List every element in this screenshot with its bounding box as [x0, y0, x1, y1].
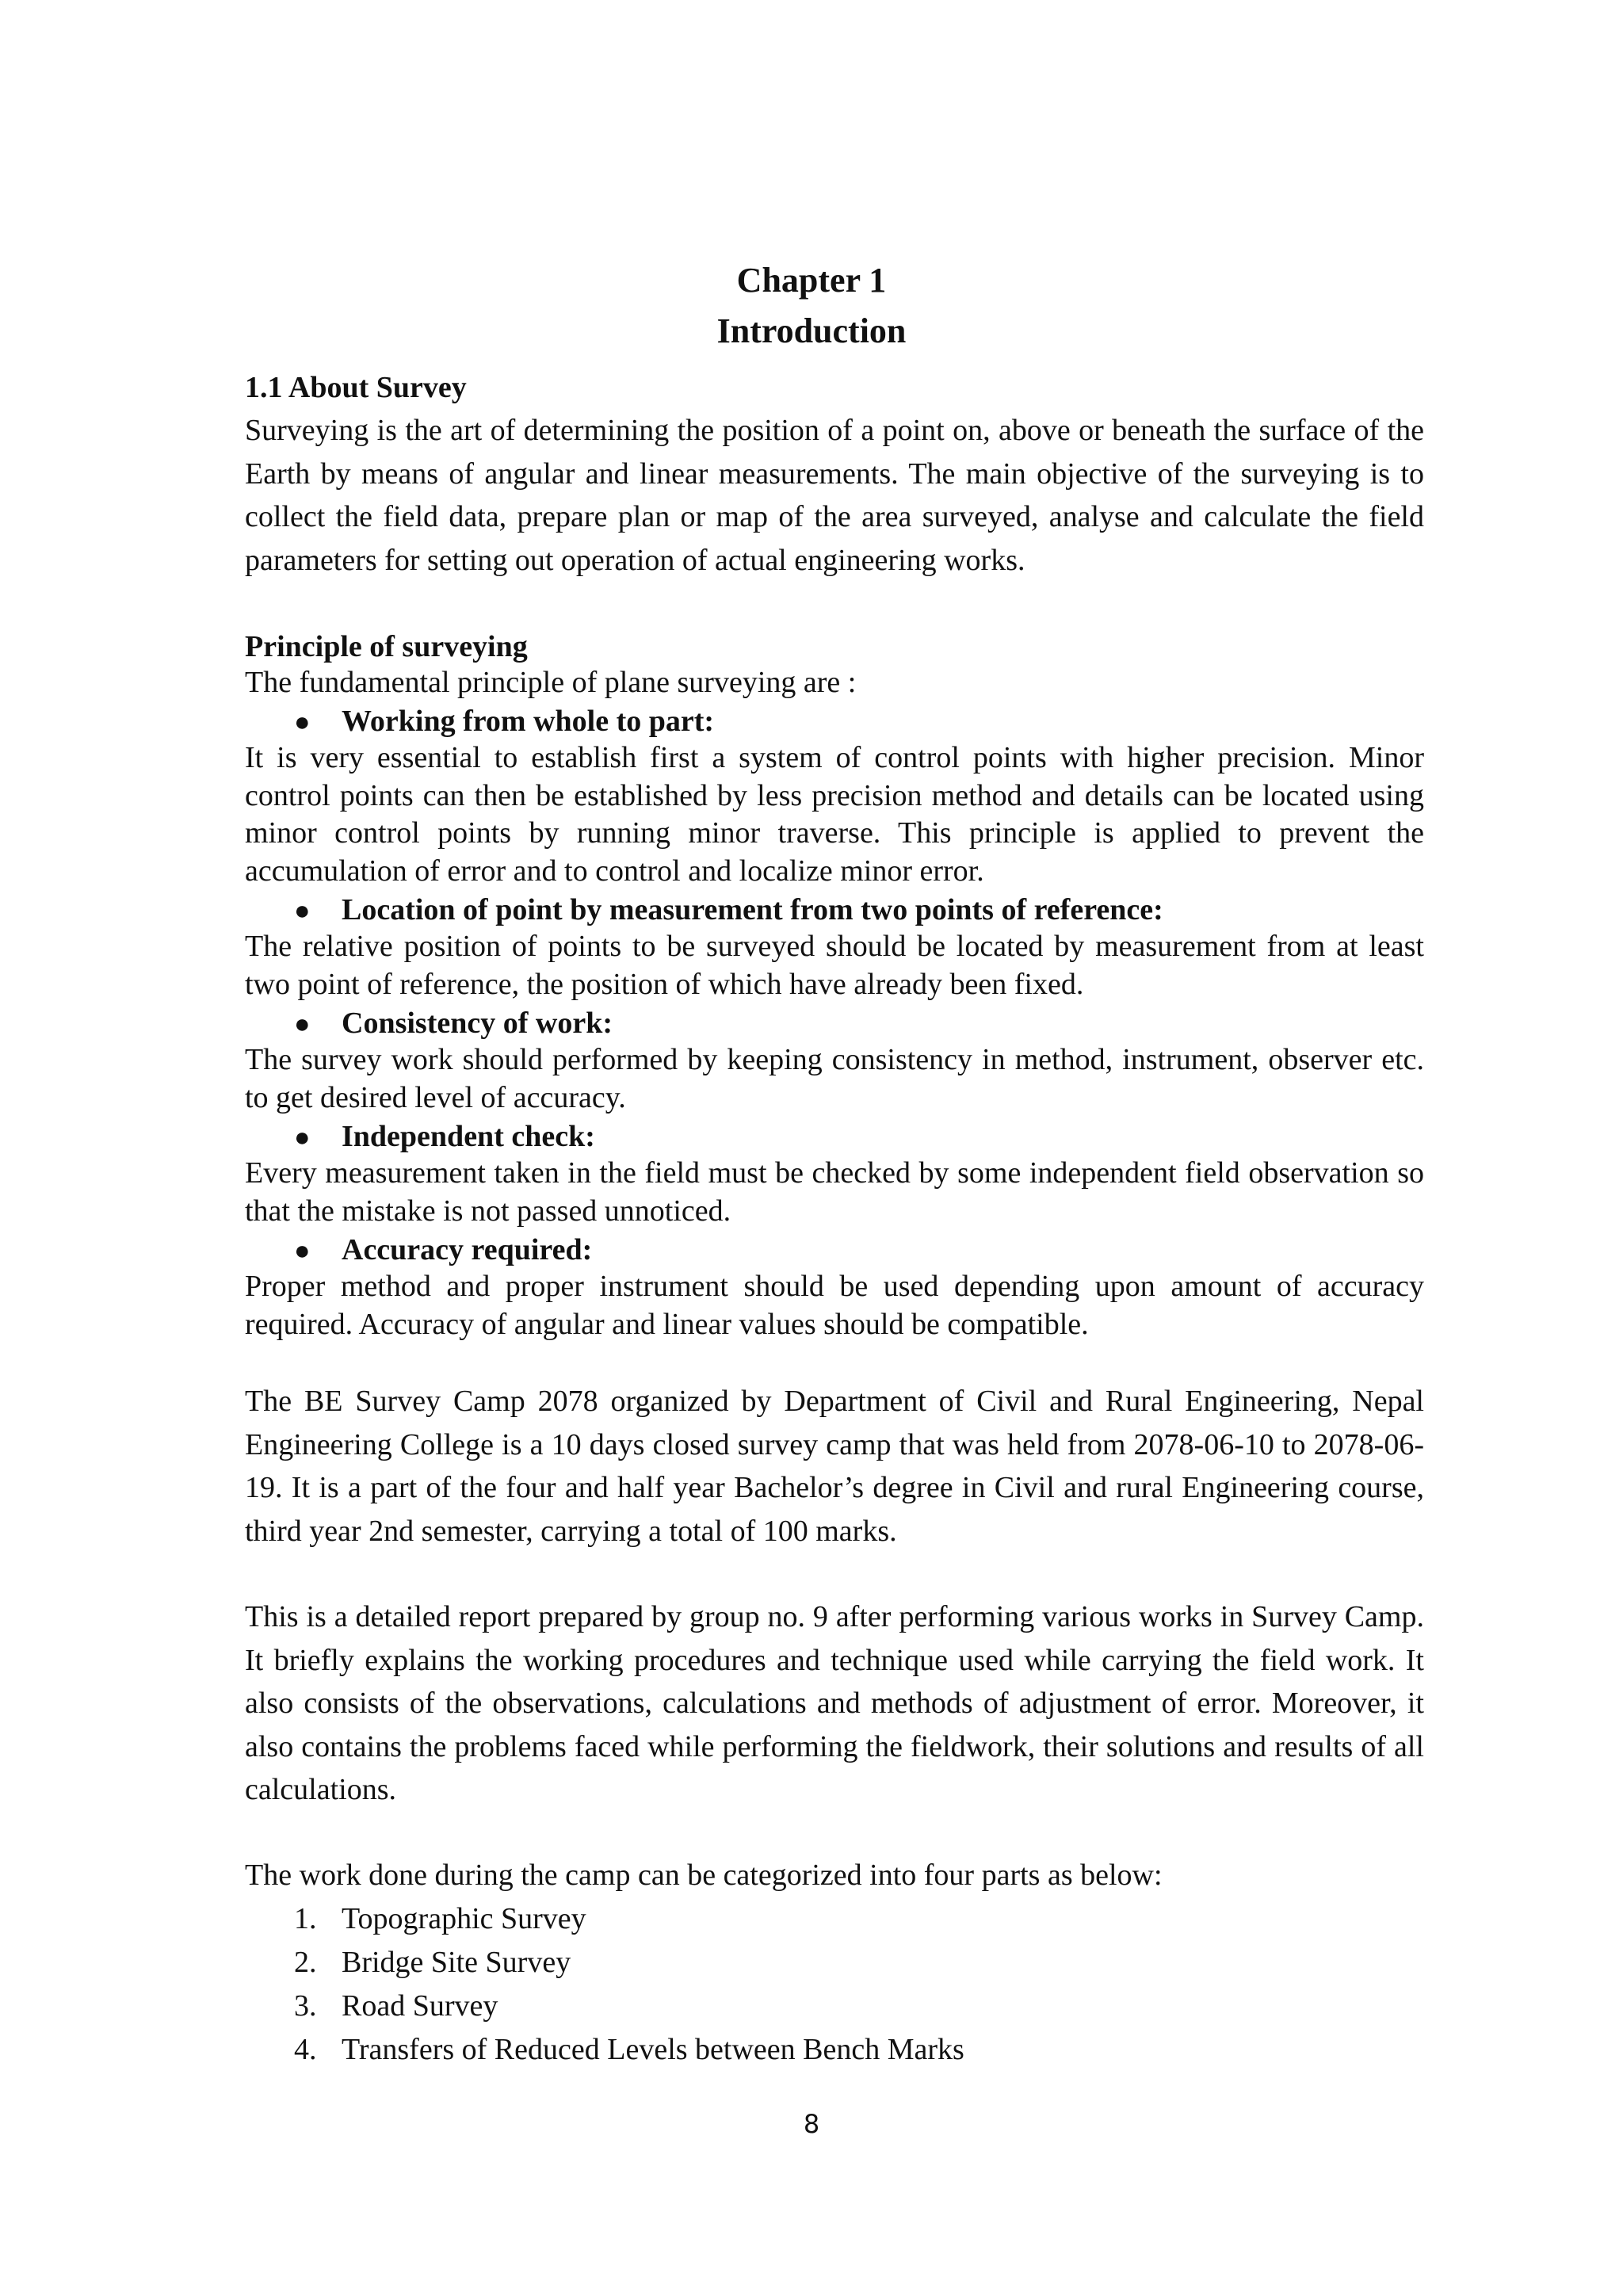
- list-item-number: 1.: [294, 1902, 317, 1935]
- list-item-label: Road Survey: [342, 1989, 498, 2023]
- list-item-label: Transfers of Reduced Levels between Bench Marks: [342, 2033, 964, 2066]
- principle-intro: The fundamental principle of plane surveying are :: [245, 666, 857, 699]
- list-item: [294, 1941, 964, 1985]
- list-item-number: 3.: [294, 1989, 317, 2023]
- principle-bullet-text: The relative position of points to be surveyed should be located by measurement from at least two point of reference, the position of which have already been fixed.: [245, 930, 1424, 1001]
- report-paragraph: This is a detailed report prepared by group no. 9 after performing various works in Survey Camp. It briefly explains the working procedures and technique used while carrying the field work. It also consists of the observations, calculations and methods of adjustment of error. Moreover, it also contains the problems faced while performing the fieldwork, their solutions and results of all calculations.: [245, 1600, 1424, 1806]
- page-number: 8: [803, 2109, 820, 2139]
- principle-bullet-title: Independent check:: [342, 1120, 595, 1153]
- principle-bullet-text: It is very essential to establish first a system of control points with higher precision. Minor control points can then be established by less precision method and details can be located using minor control points by running minor traverse. This principle is applied to prevent the accumulation of error and to control and localize minor error.: [245, 741, 1424, 888]
- bullet-icon: ●: [294, 896, 311, 926]
- principle-bullet-text: The survey work should performed by keeping consistency in method, instrument, observer etc. to get desired level of accuracy.: [245, 1043, 1424, 1114]
- chapter-label: Chapter 1: [736, 261, 887, 300]
- chapter-title: Introduction: [716, 311, 907, 350]
- list-item-number: 2.: [294, 1946, 317, 1979]
- principle-bullet-text: Proper method and proper instrument should be used depending upon amount of accuracy required. Accuracy of angular and linear values should be compatible.: [245, 1270, 1424, 1341]
- bullet-icon: ●: [294, 1236, 311, 1266]
- work-parts-intro: The work done during the camp can be categorized into four parts as below:: [245, 1859, 1163, 1892]
- principle-bullet-title: Working from whole to part:: [342, 705, 715, 738]
- principle-bullet-item: [294, 1004, 613, 1044]
- list-item: [294, 1985, 964, 2028]
- section-heading-principle: Principle of surveying: [245, 630, 528, 663]
- principle-bullet-title: Accuracy required:: [342, 1233, 593, 1266]
- list-item: [294, 1897, 964, 1941]
- principle-bullet-text: Every measurement taken in the field must be checked by some independent field observation so that the mistake is not passed unnoticed.: [245, 1156, 1424, 1228]
- bullet-icon: ●: [294, 708, 311, 737]
- list-item: [294, 2028, 964, 2072]
- list-item-label: Bridge Site Survey: [342, 1946, 571, 1979]
- about-survey-paragraph: Surveying is the art of determining the position of a point on, above or beneath the surface of the Earth by means of angular and linear measurements. The main objective of the surveying is to collect the field data, prepare plan or map of the area surveyed, analyse and calculate the field parameters for setting out operation of actual engineering works.: [245, 414, 1424, 577]
- principle-bullet-item: [294, 1231, 592, 1270]
- work-parts-list: [294, 1897, 964, 2072]
- principle-bullet-title: Location of point by measurement from two points of reference:: [342, 893, 1163, 926]
- camp-paragraph: The BE Survey Camp 2078 organized by Department of Civil and Rural Engineering, Nepal Engineering College is a 10 days closed survey camp that was held from 2078-06-10 to 2078-06-19. It is a part of the four and half year Bachelor’s degree in Civil and rural Engineering course, third year 2nd semester, carrying a total of 100 marks.: [245, 1385, 1424, 1548]
- principle-bullet-item: [294, 702, 714, 742]
- section-heading-about-survey: 1.1 About Survey: [245, 371, 467, 404]
- bullet-icon: ●: [294, 1123, 311, 1152]
- list-item-number: 4.: [294, 2033, 317, 2066]
- principle-bullet-item: [294, 891, 1163, 930]
- principle-bullet-item: [294, 1117, 595, 1157]
- list-item-label: Topographic Survey: [342, 1902, 586, 1935]
- bullet-icon: ●: [294, 1010, 311, 1039]
- principle-bullet-title: Consistency of work:: [342, 1007, 613, 1040]
